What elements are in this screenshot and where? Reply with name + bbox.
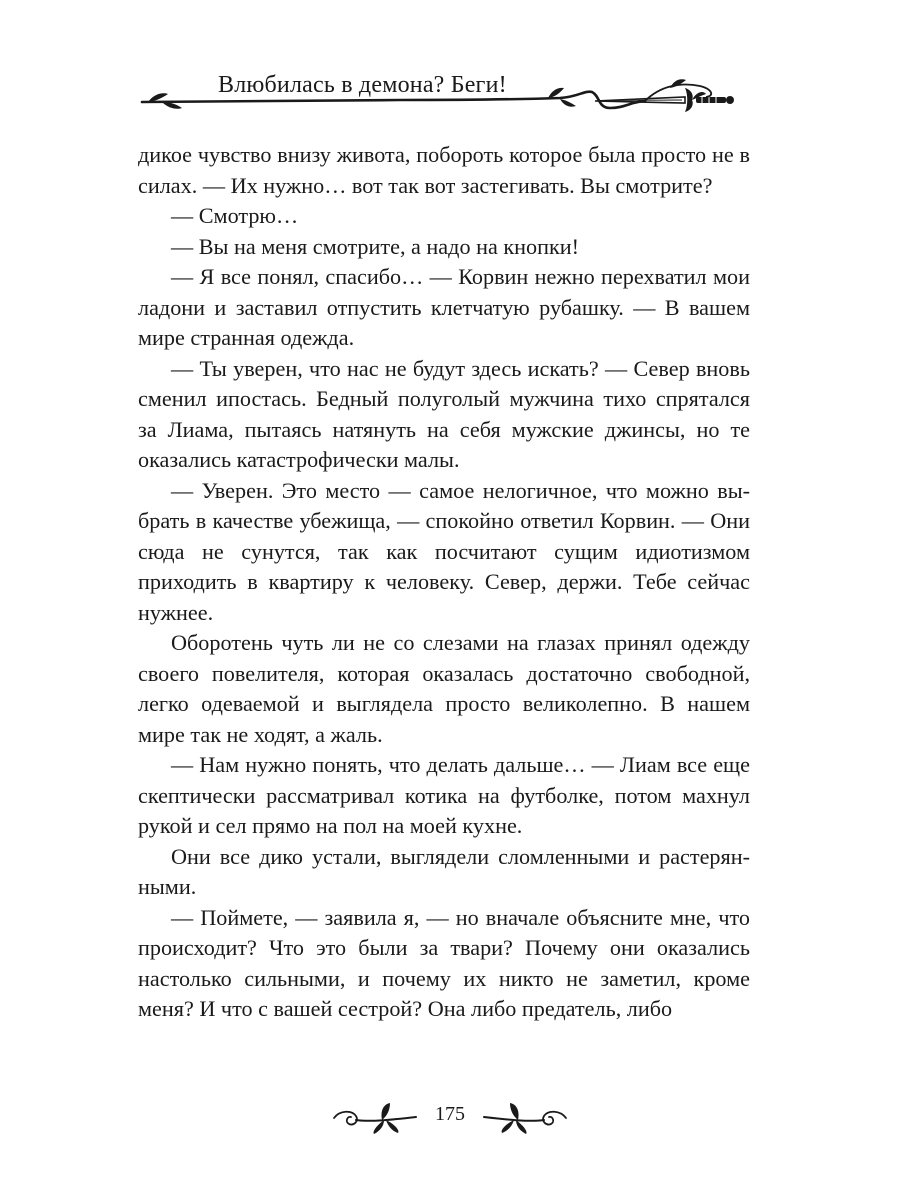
paragraph: — Смотрю… [171,203,299,228]
page-footer [330,1094,570,1140]
flourish-right-icon [480,1096,570,1136]
flourish-left-icon [330,1096,420,1136]
paragraph: — Уверен. Это место — самое нелогичное, что можно выбрать в качестве убежища, — спокойно ответил Корвин. — Они сюда не сунутся, так как посчитают сущим идиотизмом приходить в квартиру к человеку. Север, держи. Тебе сейчас нужнее. [138,477,750,625]
paragraph: дикое чувство внизу живота, побороть которое была просто не в силах. — Их нужно… вот так вот застегивать. Вы смотрите? [138,142,750,198]
paragraph: Оборотень чуть ли не со слезами на глазах принял одежду своего повелителя, которая оказалась достаточно свободной, легко одеваемой и выглядела просто великолепно. В нашем мире так не ходят, а жаль. [138,630,750,747]
paragraph: Они все дико устали, выглядели сломленными и растерянными. [138,843,750,899]
running-header [140,66,760,126]
page-number: 175 [435,1103,465,1125]
paragraph: — Вы на меня смотрите, а надо на кнопки! [171,233,580,259]
paragraph: — Ты уверен, что нас не будут здесь искать? — Север вновь сменил ипостась. Бедный полуголый мужчина тихо спрятался за Лиама, пытаясь натянуть на себя мужские джинсы, но те оказались катастрофически малы. [138,355,750,472]
paragraph: — Я все понял, спасибо… — Корвин нежно перехватил мои ладони и заставил отпустить клетчатую рубашку. — В вашем мире странная одежда. [138,264,750,350]
page-body [138,140,750,1025]
running-title: Влюбилась в демона? Беги! [218,72,507,98]
paragraph: — Поймете, — заявила я, — но вначале объясните мне, что происходит? Что это были за твари? Почему они оказались настолько сильными, и почему их никто не заметил, кроме меня? И что с вашей сестрой? Она либо предатель, либо [138,904,750,1021]
paragraph: — Нам нужно понять, что делать дальше… — Лиам все еще скептически рассматривал котика на футболке, потом махнул рукой и сел прямо на пол на моей кухне. [138,752,750,838]
